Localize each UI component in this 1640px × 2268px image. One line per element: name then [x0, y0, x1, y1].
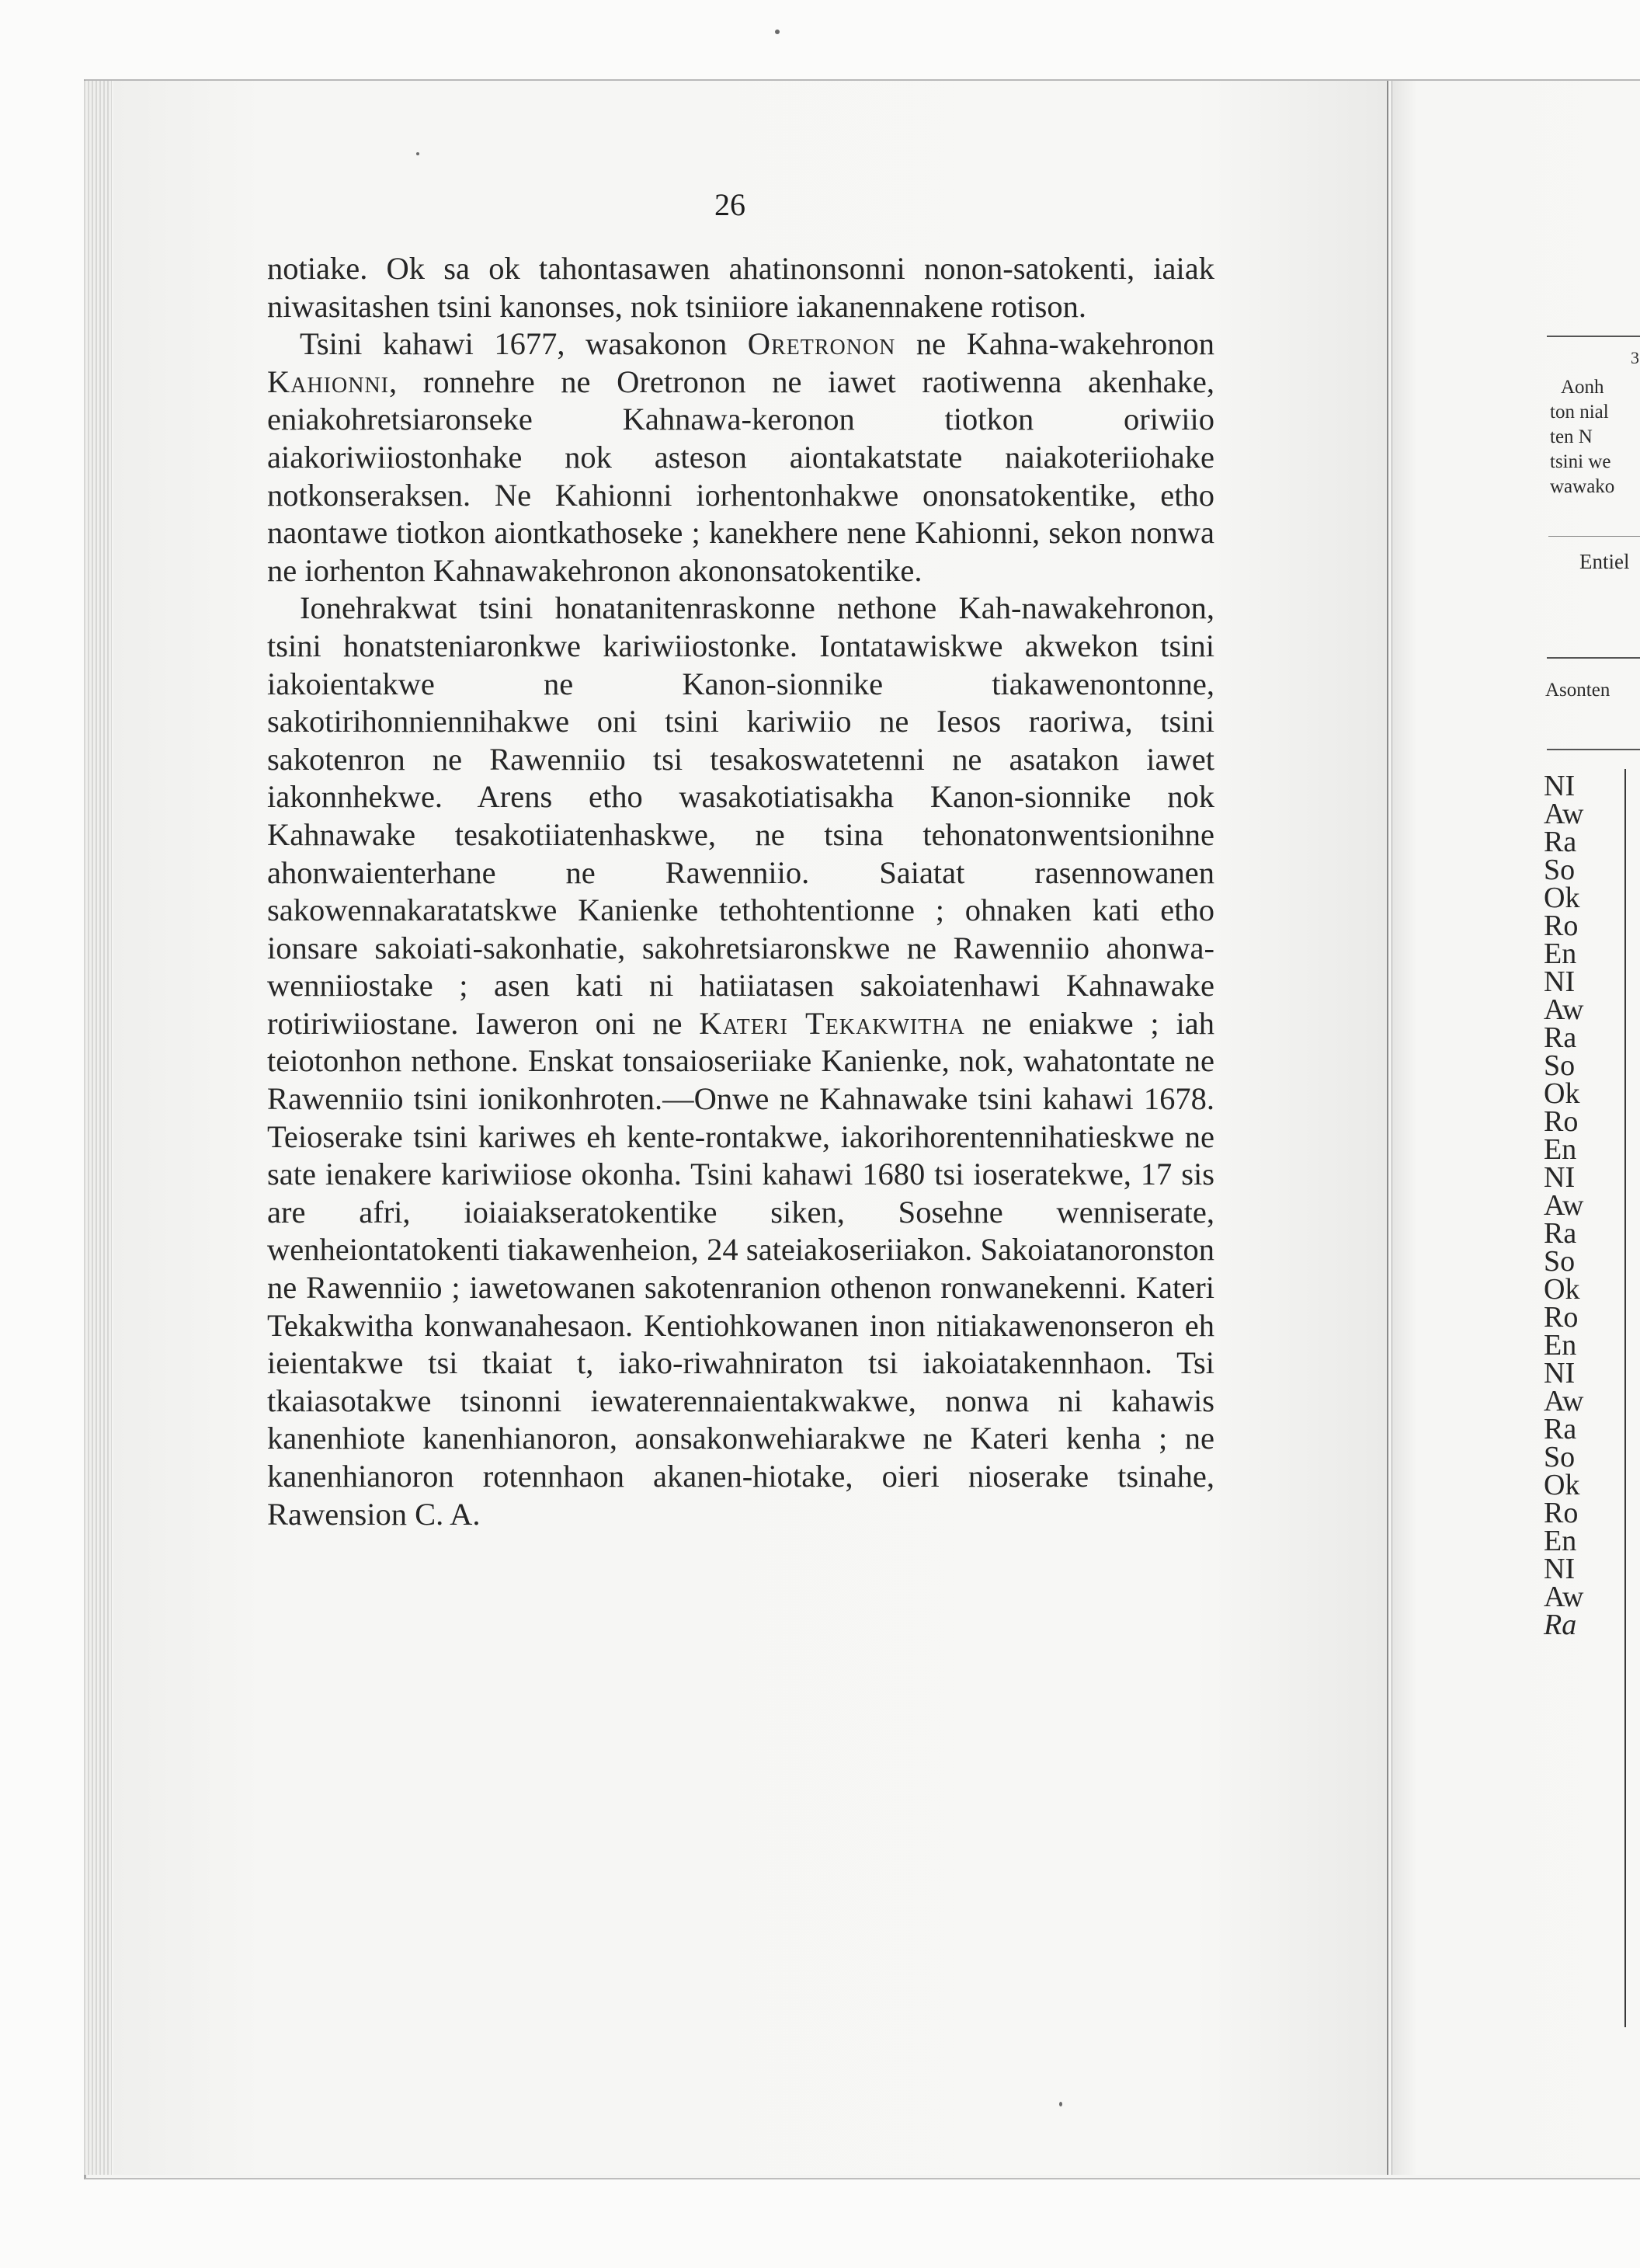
column-entry: En [1544, 1133, 1577, 1166]
column-entry: NI [1544, 1553, 1576, 1585]
column-entry: So [1544, 1049, 1576, 1082]
text-run: Ionehrakwat tsini honatanitenraskonne nethone Kah-nawakehronon, tsini honatsteniaronkwe kariwiiostonke. Iontatawiskwe akwekon tsini iakoientakwe ne Kanon-sionnike tiakawenontonne, sakotirihonniennihakwe oni tsini kariwiio ne Iesos raoriwa, tsini sakotenron ne Rawenniio tsi tesakoswatetenni ne asatakon iawet iakonnhekwe. Arens etho wasakotiatisakha Kanon-sionnike nok Kahnawake tesakotiiatenhaskwe, ne tsina tehonatonwentsionihne ahonwaienterhane ne Rawenniio. Saiatat rasennowanen sakowennakaratatskwe Kanienke tethohtentionne ; ohnaken kati etho ionsare sakoiati-sakonhatie, sakohretsiaronskwe ne Rawenniio ahonwa-wenniiostake ; asen kati ni hatiiatasen sakoiatenhawi Kahnawake rotiriwiiostane. Iaweron oni ne [267, 590, 1214, 1041]
right-rule-2 [1547, 657, 1640, 659]
right-page-asonten: Asonten [1545, 680, 1610, 701]
right-rule-mid [1548, 536, 1640, 537]
right-page-column [1544, 772, 1583, 1639]
body-paragraph [267, 250, 1214, 325]
small-caps-name: Oretronon [747, 326, 896, 362]
right-page-line: tsini we [1550, 451, 1611, 472]
text-run: ne Kahna-wakehronon [895, 326, 1214, 362]
column-entry: Ra [1544, 1413, 1577, 1445]
column-entry: Ok [1544, 1273, 1580, 1306]
small-caps-name: Kateri Tekakwitha [699, 1005, 965, 1041]
dust-speck [775, 30, 780, 34]
text-run: notiake. Ok sa ok tahontasawen ahatinonsonni nonon-satokenti, iaiak niwasitashen tsini kanonses, nok tsiniiore iakanennakene rotison. [267, 251, 1214, 324]
body-paragraph [267, 590, 1214, 1533]
right-page-line: Aonh [1561, 377, 1604, 398]
right-page-entie: Entiel [1579, 550, 1630, 573]
dust-speck [1059, 2102, 1062, 2106]
column-entry: Ok [1544, 1469, 1580, 1501]
column-entry: Ro [1544, 1301, 1579, 1334]
right-page-line: wawako [1550, 476, 1615, 497]
gutter-line [1387, 81, 1388, 2175]
column-entry: NI [1544, 770, 1576, 802]
small-caps-name: Kahionni [267, 364, 389, 399]
column-entry: NI [1544, 965, 1576, 998]
text-run: ne eniakwe ; iah teiotonhon nethone. Enskat tonsaioseriiake Kanienke, nok, wahatontate ne Rawenniio tsini ionikonhroten.—Onwe ne Kahnawake tsini kahawi 1678. Teioserake tsini kariwes eh kente-rontakwe, iakorihorentennihatieskwe ne sate ienakere kariwiiose okonha. Tsini kahawi 1680 tsi ioseratekwe, 17 sis are afri, ioiaiakseratokentike siken, Sosehne wenniserate, wenheiontatokenti tiakawenheion, 24 sateiakoseriiakon. Sakoiatanoronston ne Rawenniio ; iawetowanen sakotenranion othenon ronwanekenni. Kateri Tekakwitha konwanahesaon. Kentiohkowanen inon nitiakawenonseron eh ieientakwe tsi tkaiat t, iako-riwahniraton tsi iakoiatakennhaon. Tsi tkaiasotakwe tsinonni iewaterennaientakwakwe, nonwa ni kahawis kanenhiote kanenhianoron, aonsakonwehiarakwe ne Kateri kenha ; ne kanenhianoron rotennhaon akanen-hiotake, oieri nioserake tsinahe, Rawension C. A. [267, 1005, 1214, 1532]
column-entry: Aw [1544, 1581, 1584, 1613]
column-entry: NI [1544, 1357, 1576, 1390]
column-entry: Ok [1544, 882, 1580, 914]
right-page-line: ten N [1550, 426, 1593, 447]
body-text [267, 250, 1214, 1533]
right-rule-top [1547, 336, 1640, 337]
right-rule-3 [1547, 749, 1640, 750]
column-entry: Aw [1544, 1385, 1584, 1418]
column-entry: En [1544, 1525, 1577, 1557]
column-entry: Aw [1544, 798, 1584, 830]
page-edges [84, 81, 112, 2175]
column-entry: Ra [1544, 1609, 1577, 1641]
column-entry: Ra [1544, 1021, 1577, 1054]
page-number: 26 [714, 187, 745, 222]
column-entry: So [1544, 1441, 1576, 1473]
text-run: Tsini kahawi 1677, wasakonon [300, 326, 748, 362]
column-entry: NI [1544, 1161, 1576, 1194]
column-entry: So [1544, 1245, 1576, 1278]
column-entry: Ra [1544, 826, 1577, 858]
column-entry: En [1544, 937, 1577, 970]
text-run: , ronnehre ne Oretronon ne iawet raotiwenna akenhake, eniakohretsiaronseke Kahnawa-keronon tiotkon oriwiio aiakoriwiiostonhake nok asteson aiontakatstate naiakoteriiohake notkonseraksen. Ne Kahionni iorhentonhakwe ononsatokentike, etho naontawe tiotkon aiontkathoseke ; kanekhere nene Kahionni, sekon nonwa ne iorhenton Kahnawakehronon akononsatokentike. [267, 364, 1214, 588]
column-entry: Ok [1544, 1077, 1580, 1110]
column-entry: Ro [1544, 910, 1579, 942]
column-entry: Ro [1544, 1497, 1579, 1529]
right-column-rule [1624, 769, 1626, 2027]
column-entry: Aw [1544, 993, 1584, 1026]
right-page-digit: 3 [1631, 348, 1639, 367]
column-entry: Aw [1544, 1189, 1584, 1222]
right-page-line: ton nial [1550, 402, 1609, 423]
column-entry: Ra [1544, 1217, 1577, 1250]
dust-speck [416, 152, 419, 155]
column-entry: En [1544, 1329, 1577, 1362]
column-entry: So [1544, 854, 1576, 886]
column-entry: Ro [1544, 1105, 1579, 1138]
body-paragraph [267, 325, 1214, 590]
